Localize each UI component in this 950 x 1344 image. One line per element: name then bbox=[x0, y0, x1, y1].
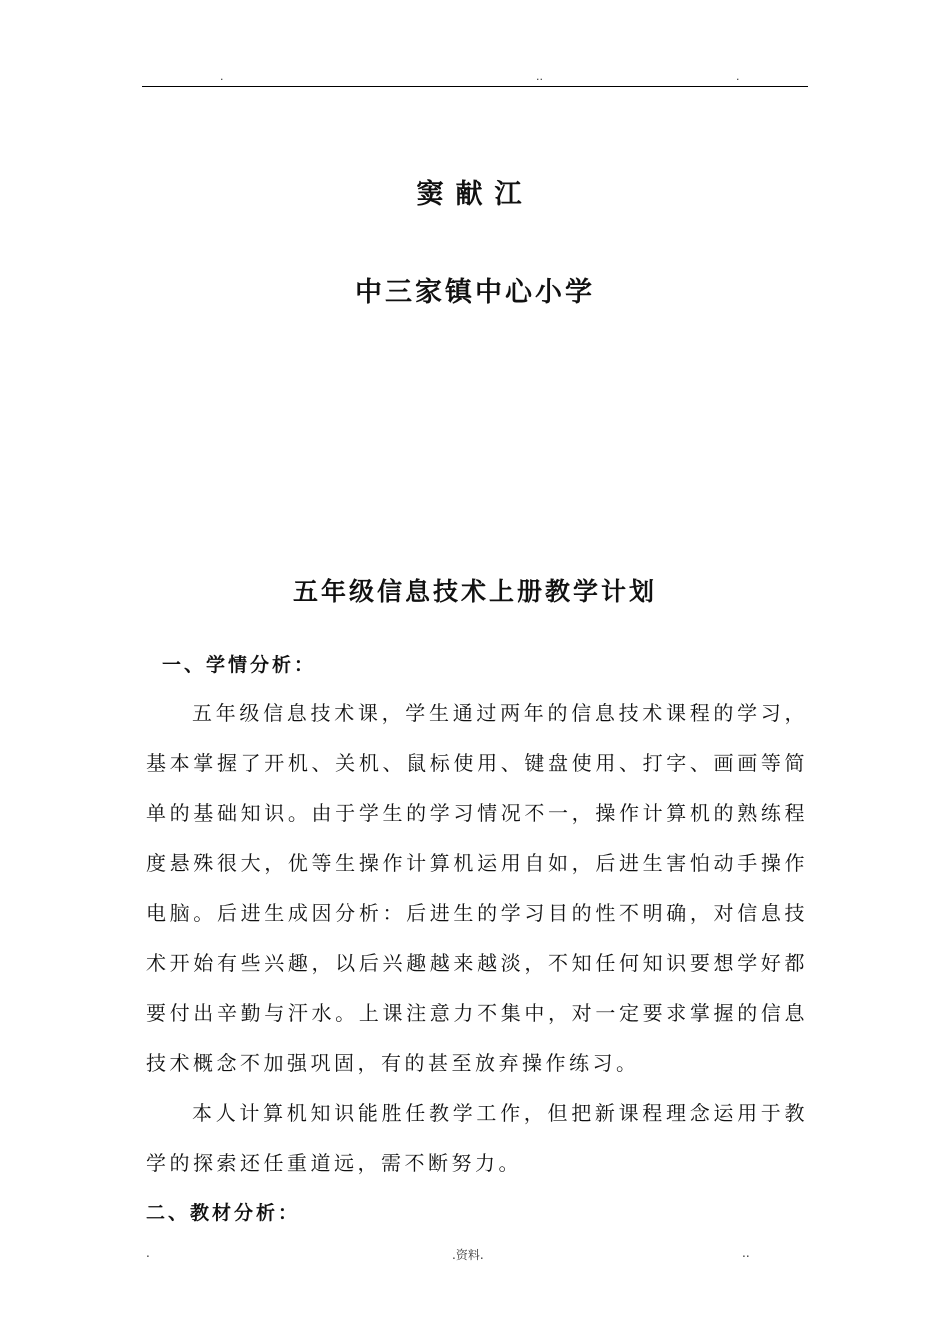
section-heading-learning-analysis: 一、学情分析： bbox=[162, 654, 317, 676]
footer-mark-center: .资料. bbox=[452, 1248, 484, 1262]
author-name: 窦献江 bbox=[416, 179, 534, 210]
header-mark-left: . bbox=[220, 70, 224, 83]
document-title: 五年级信息技术上册教学计划 bbox=[292, 577, 657, 606]
header-mark-right: . bbox=[736, 70, 740, 83]
footer-mark-right: .. bbox=[742, 1246, 750, 1260]
header-mark-center: .. bbox=[536, 70, 543, 83]
section-heading-textbook-analysis: 二、教材分析： bbox=[146, 1202, 301, 1224]
paragraph-learning-analysis: 五年级信息技术课，学生通过两年的信息技术课程的学习，基本掌握了开机、关机、鼠标使用、键盘使用、打字、画画等简单的基础知识。由于学生的学习情况不一，操作计算机的熟练程度悬殊很大，优等生操作计算机运用自如，后进生害怕动手操作电脑。后进生成因分析：后进生的学习目的性不明确，对信息技术开始有些兴趣，以后兴趣越来越淡，不知任何知识要想学好都要付出辛勤与汗水。上课注意力不集中，对一定要求掌握的信息技术概念不加强巩固，有的甚至放弃操作练习。 bbox=[146, 701, 808, 1075]
header-rule bbox=[142, 86, 808, 87]
page-header-marks bbox=[142, 70, 808, 86]
school-name: 中三家镇中心小学 bbox=[355, 277, 595, 308]
footer-mark-left: . bbox=[146, 1246, 150, 1260]
page-footer-marks bbox=[142, 1246, 808, 1266]
paragraph-teacher-ability: 本人计算机知识能胜任教学工作，但把新课程理念运用于教学的探索还任重道远，需不断努力。 bbox=[146, 1101, 808, 1175]
